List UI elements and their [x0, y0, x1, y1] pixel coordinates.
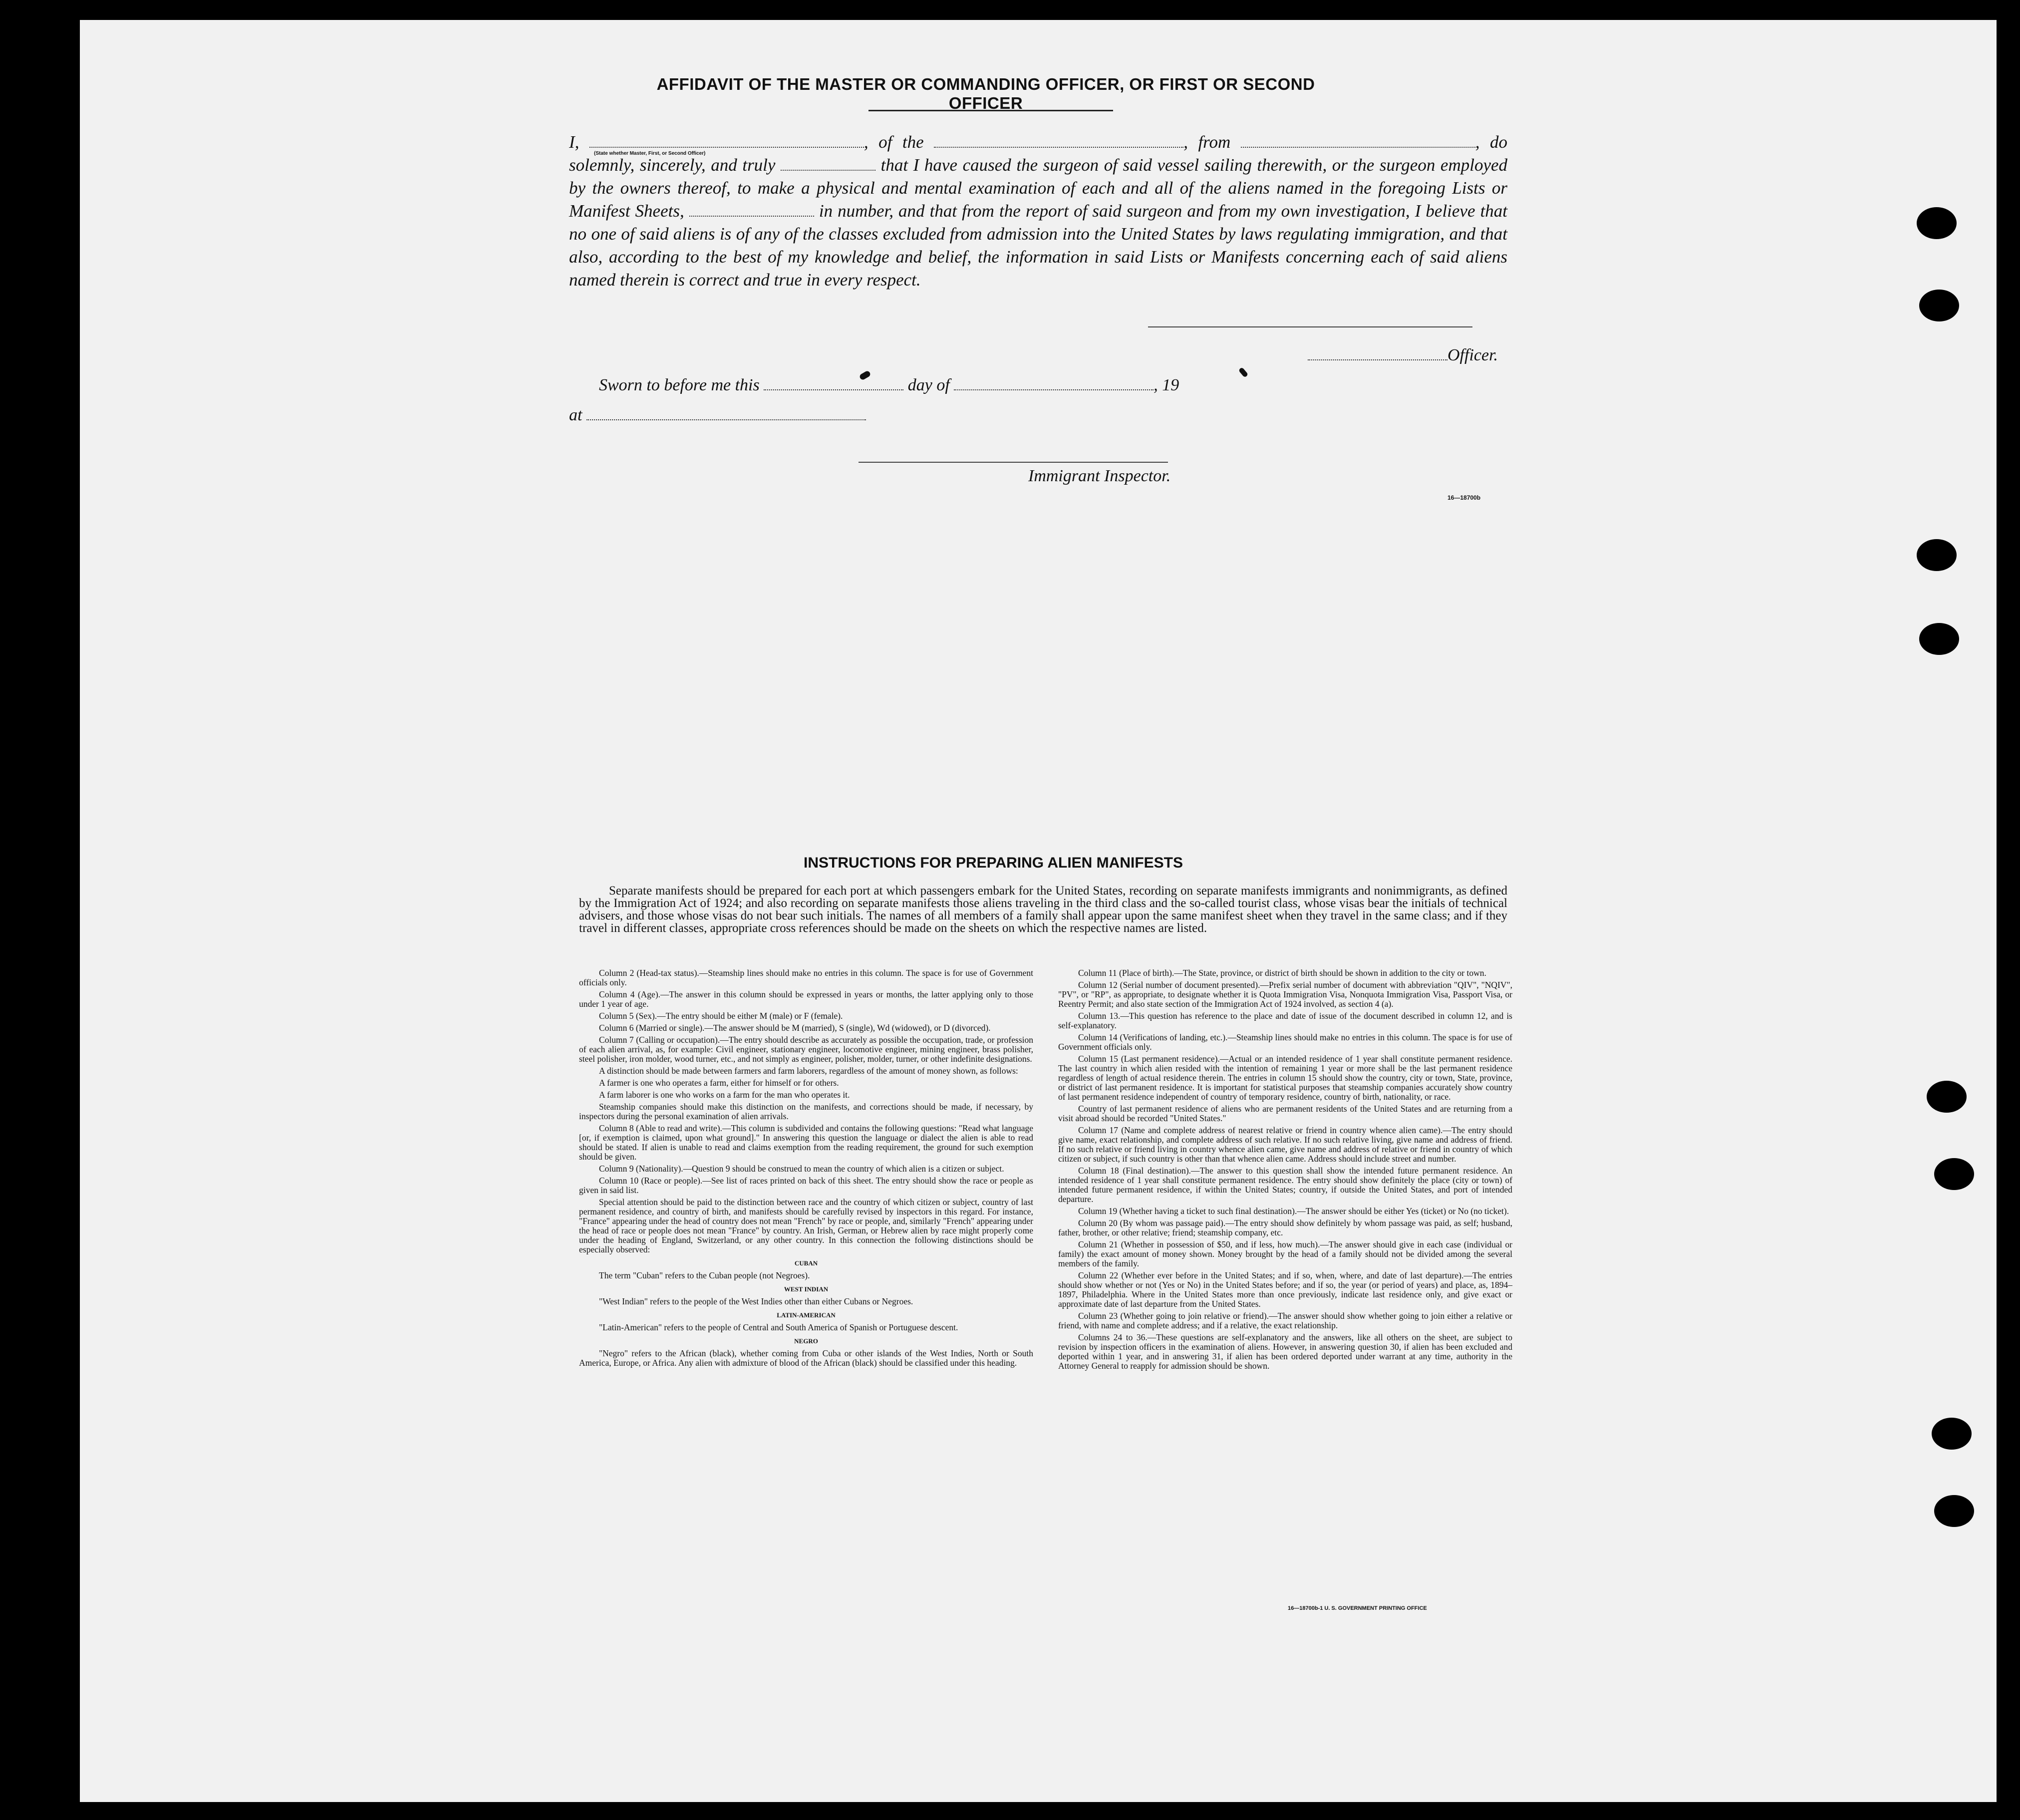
- instruction-paragraph: Column 11 (Place of birth).—The State, province, or district of birth should be shown in addition to the city or town.: [1078, 968, 1486, 978]
- word-do: , do: [1475, 132, 1508, 152]
- punch-hole: [1919, 290, 1959, 321]
- printing-office-footer: 16—18700b-1 U. S. GOVERNMENT PRINTING OFFICE: [1288, 1605, 1427, 1611]
- instruction-paragraph: Column 15 (Last permanent residence).—Actual or an intended residence of 1 year shall constitute permanent residence. The last country in which alien resided with the intention of remaining 1 year or more shall be the last permanent residence regardless of length of actual residence therein. The entries in column 15 should show the country, city or town, State, province, or district of last permanent residence. It is important for statistical purposes that steamship companies accurately show country of last permanent residence independent of country of temporary residence, country of birth, nationality, or race.: [1058, 1054, 1512, 1102]
- title-rule: [868, 110, 1113, 111]
- punch-hole: [1934, 1495, 1974, 1527]
- signature-line[interactable]: [1148, 326, 1472, 327]
- oath-manner-field[interactable]: [781, 156, 875, 171]
- officer-label: Officer.: [1447, 346, 1498, 364]
- instruction-paragraph: Columns 24 to 36.—These questions are self-explanatory and the answers, like all others on the sheet, are subject to revision by inspection officers in the examination of aliens. However, in answering question 30, if alien has been excluded and deported within 1 year, and in answering 31, if alien has been ordered deported under warrant at any time, authority in the Attorney General to reapply for admission should be shown.: [1058, 1332, 1512, 1371]
- affidavit-text-2: in number, and that from the report of said surgeon and from my own investigation, I believe that no one of said aliens is of any of the classes excluded from admission into the United States by laws regulating immigration, and that also, according to the best of my knowledge and belief, the information in said Lists or Manifests concerning each of said aliens named therein is correct and true in every respect.: [569, 201, 1508, 290]
- punch-hole: [1919, 623, 1959, 655]
- instruction-paragraph: Column 6 (Married or single).—The answer should be M (married), S (single), Wd (widowed), or D (divorced).: [599, 1023, 991, 1033]
- word-i: I,: [569, 132, 579, 152]
- at-label: at: [569, 406, 582, 424]
- paragraph-negro: "Negro" refers to the African (black), whether coming from Cuba or other islands of the West Indies, North or South America, Europe, or Africa. Any alien with admixture of blood of the African (black) should be classified under this heading.: [579, 1348, 1033, 1368]
- punch-hole: [1917, 539, 1957, 571]
- instruction-paragraph: Column 17 (Name and complete address of nearest relative or friend in country whence alien came).—The entry should give name, exact relationship, and complete address of such relative. If no such relative living, give name and address of friend. If no such relative or friend living in country whence alien came, give name and address of relative or friend in country of which citizen or subject, if such country is other than that whence alien came. Address should include street and number.: [1058, 1125, 1512, 1164]
- heading-west-indian: WEST INDIAN: [784, 1285, 829, 1293]
- affidavit-body: [569, 131, 1507, 292]
- punch-hole: [1917, 207, 1957, 239]
- paragraph-cuban: The term "Cuban" refers to the Cuban people (not Negroes).: [599, 1270, 810, 1280]
- month-field[interactable]: [954, 375, 1154, 390]
- officer-note: (State whether Master, First, or Second Officer): [594, 151, 706, 156]
- place-field[interactable]: [586, 405, 866, 420]
- port-field[interactable]: [1241, 133, 1475, 148]
- inspector-label: Immigrant Inspector.: [1028, 467, 1171, 485]
- officer-field[interactable]: [1308, 345, 1447, 360]
- heading-negro: NEGRO: [794, 1337, 818, 1345]
- place-line: [569, 405, 866, 425]
- day-of: day of: [907, 376, 950, 394]
- heading-latin-american: LATIN-AMERICAN: [777, 1311, 836, 1319]
- instruction-paragraph: Column 19 (Whether having a ticket to such final destination).—The answer should be either Yes (ticket) or No (no ticket).: [1078, 1206, 1509, 1216]
- sworn-statement: [599, 375, 1179, 395]
- affidavit-text-1: that I have caused the surgeon of said vessel sailing therewith, or the surgeon employed by the owners thereof, to make a physical and mental examination of each and all of the aliens named in the foregoing Lists or Manifest Sheets,: [569, 155, 1508, 221]
- instruction-paragraph: Column 21 (Whether in possession of $50, and if less, how much).—The answer should give in each case (individual or family) the exact amount of money shown. Money brought by the head of a family should not be divided among the several members of the family.: [1058, 1239, 1512, 1268]
- sheet-count-field[interactable]: [689, 202, 814, 217]
- instruction-paragraph: Column 9 (Nationality).—Question 9 should be construed to mean the country of which alien is a citizen or subject.: [599, 1164, 1004, 1174]
- instructions-right-column: [1058, 968, 1512, 1373]
- punch-hole: [1934, 1158, 1974, 1190]
- instruction-paragraph: Country of last permanent residence of aliens who are permanent residents of the United States and are returning from a visit abroad should be recorded "United States.": [1058, 1104, 1512, 1123]
- instruction-paragraph: Column 7 (Calling or occupation).—The entry should describe as accurately as possible the occupation, trade, or profession of each alien arrival, as, for example: Civil engineer, stationary engineer, locomotive engineer, mining engineer, brass polisher, steel polisher, iron molder, wood turner, etc., and not simply as engineer, polisher, molder, turner, or other indefinite designations.: [579, 1035, 1033, 1064]
- instruction-paragraph: Column 2 (Head-tax status).—Steamship lines should make no entries in this column. The space is for use of Government officials only.: [579, 968, 1033, 987]
- punch-hole: [1932, 1418, 1972, 1450]
- heading-cuban: CUBAN: [794, 1259, 818, 1267]
- instruction-paragraph: Column 8 (Able to read and write).—This column is subdivided and contains the following questions: "Read what language [or, if exemption is claimed, upon what ground]." In answering this question the language or dialect the alien is able to read should be stated. If alien is unable to read and claims exemption from the reading requirement, the ground for such exemption should be given.: [579, 1123, 1033, 1162]
- instructions-intro: Separate manifests should be prepared for each port at which passengers embark for the United States, recording on separate manifests immigrants and nonimmigrants, as defined by the Immigration Act of 1924; and also recording on separate manifests those aliens traveling in the third class and the so-called tourist class, whose visas bear the initials of technical advisers, and those whose visas do not bear such initials. The names of all members of a family shall appear upon the same manifest sheet when they travel in the same class; and if they travel in different classes, appropriate cross references should be made on the sheets on which the respective names are listed.: [579, 884, 1507, 935]
- instruction-paragraph: Steamship companies should make this distinction on the manifests, and corrections should be made, if necessary, by inspectors during the personal examination of alien arrivals.: [579, 1102, 1033, 1121]
- instruction-paragraph: Column 4 (Age).—The answer in this column should be expressed in years or months, the latter applying only to those under 1 year of age.: [579, 989, 1033, 1009]
- instruction-paragraph: Column 12 (Serial number of document presented).—Prefix serial number of document with abbreviation "QIV", "NQIV", "PV", or "RP", as appropriate, to designate whether it is Quota Immigration Visa, Nonquota Immigration Visa, Passport Visa, or Reentry Permit; and also state section of the Immigration Act of 1924 involved, as section 4 (a).: [1058, 980, 1512, 1009]
- instruction-paragraph: A farmer is one who operates a farm, either for himself or for others.: [599, 1078, 839, 1088]
- instruction-paragraph: Column 23 (Whether going to join relative or friend).—The answer should show whether going to join either a relative or friend, with name and complete address; and if a relative, the exact relationship.: [1058, 1311, 1512, 1330]
- paragraph-west-indian: "West Indian" refers to the people of the West Indies other than either Cubans or Negroes.: [599, 1296, 913, 1306]
- instruction-paragraph: A farm laborer is one who works on a farm for the man who operates it.: [599, 1090, 850, 1100]
- ink-mark: [1238, 367, 1249, 378]
- officer-rank-field[interactable]: [589, 133, 864, 148]
- day-field[interactable]: [764, 375, 903, 390]
- instruction-paragraph: Special attention should be paid to the distinction between race and the country of which citizen or subject, country of last permanent residence, and country of birth, and manifests should be carefully revised by inspectors in this regard. For instance, "France" appearing under the head of country does not mean "French" by race or people, and, similarly "French" appearing under the head of race or people does not mean "France" by country. An Irish, German, or Hebrew alien by race might properly come under the heading of England, Switzerland, or any other country. In this connection the following distinctions should be especially observed:: [579, 1197, 1033, 1254]
- form-number: 16—18700b: [1447, 494, 1481, 501]
- vessel-name-field[interactable]: [934, 133, 1183, 148]
- instruction-paragraph: Column 18 (Final destination).—The answer to this question shall show the intended future permanent residence. An intended residence of 1 year shall constitute permanent residence. The entry should show definitely the place (city or town) of intended future permanent residence, if within the United States; country, if outside the United States, and port of intended departure.: [1058, 1166, 1512, 1204]
- word-from: , from: [1183, 132, 1231, 152]
- word-of-the: , of the: [864, 132, 924, 152]
- paragraph-latin-american: "Latin-American" refers to the people of Central and South America of Spanish or Portuguese descent.: [599, 1322, 958, 1332]
- year-prefix: , 19: [1154, 376, 1179, 394]
- instruction-paragraph: Column 13.—This question has reference to the place and date of issue of the document described in column 12, and is self-explanatory.: [1058, 1011, 1512, 1030]
- word-solemnly: solemnly, sincerely, and truly: [569, 155, 776, 175]
- instruction-paragraph: Column 10 (Race or people).—See list of races printed on back of this sheet. The entry should show the race or people as given in said list.: [579, 1176, 1033, 1195]
- punch-hole: [1927, 1081, 1967, 1113]
- affidavit-title: AFFIDAVIT OF THE MASTER OR COMMANDING OFFICER, OR FIRST OR SECOND OFFICER: [656, 75, 1315, 112]
- manifest-sheet: [80, 20, 1997, 1802]
- instruction-paragraph: Column 22 (Whether ever before in the United States; and if so, when, where, and date of last departure).—The entries should show whether or not (Yes or No) in the United States before; and if so, the year (or period of years) and place, as, 1894–1897, Philadelphia. Where in the United States more than once previously, indicate last residence only, and give exact or approximate date of last departure from the United States.: [1058, 1270, 1512, 1309]
- instruction-paragraph: Column 20 (By whom was passage paid).—The entry should show definitely by whom passage was paid, as self; husband, father, brother, or other relative; friend; steamship company, etc.: [1058, 1218, 1512, 1237]
- instruction-paragraph: Column 14 (Verifications of landing, etc.).—Steamship lines should make no entries in this column. The space is for use of Government officials only.: [1058, 1032, 1512, 1052]
- officer-signature: [1308, 345, 1498, 365]
- sworn-text: Sworn to before me this: [599, 376, 760, 394]
- instructions-title: INSTRUCTIONS FOR PREPARING ALIEN MANIFESTS: [803, 855, 1183, 871]
- instruction-paragraph: Column 5 (Sex).—The entry should be either M (male) or F (female).: [599, 1011, 843, 1021]
- instructions-left-column: [579, 968, 1033, 1370]
- inspector-signature-line[interactable]: [859, 462, 1168, 463]
- instruction-paragraph: A distinction should be made between farmers and farm laborers, regardless of the amount of money shown, as follows:: [599, 1066, 1018, 1076]
